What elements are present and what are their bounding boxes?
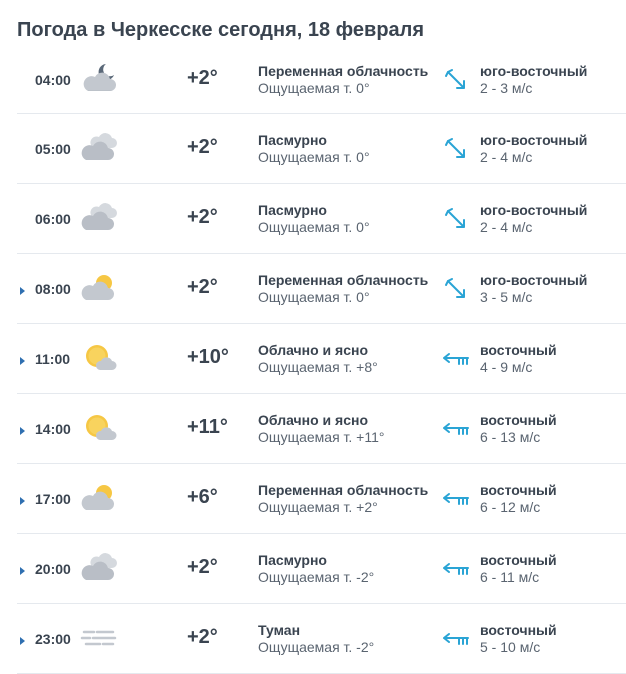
forecast-row (17, 45, 626, 114)
condition-label: Пасмурно (258, 552, 327, 568)
condition-label: Пасмурно (258, 202, 327, 218)
expand-arrow-icon[interactable] (20, 497, 25, 505)
temperature: +2° (187, 626, 218, 648)
wind-southeast-icon (442, 206, 470, 234)
wind-speed-label: 5 - 10 м/с (480, 639, 541, 655)
feels-like-label: Ощущаемая т. -2° (258, 639, 375, 655)
overcast-icon (80, 130, 118, 164)
temperature: +6° (187, 486, 218, 508)
forecast-row (17, 114, 626, 184)
wind-direction-label: юго-восточный (480, 272, 588, 288)
feels-like-label: Ощущаемая т. 0° (258, 149, 370, 165)
wind-speed-label: 3 - 5 м/с (480, 289, 533, 305)
temperature: +2° (187, 136, 218, 158)
wind-southeast-icon (442, 276, 470, 304)
time-label: 04:00 (35, 72, 71, 88)
temperature: +2° (187, 67, 218, 89)
temperature: +11° (187, 416, 228, 438)
forecast-row[interactable] (17, 464, 626, 534)
feels-like-label: Ощущаемая т. +2° (258, 499, 378, 515)
feels-like-label: Ощущаемая т. 0° (258, 219, 370, 235)
wind-speed-label: 2 - 4 м/с (480, 219, 533, 235)
wind-direction-label: восточный (480, 622, 557, 638)
wind-east-icon (442, 416, 470, 444)
feels-like-label: Ощущаемая т. +11° (258, 429, 385, 445)
expand-arrow-icon[interactable] (20, 357, 25, 365)
time-label: 08:00 (35, 281, 71, 297)
time-label: 05:00 (35, 141, 71, 157)
overcast-icon (80, 550, 118, 584)
forecast-row[interactable] (17, 534, 626, 604)
feels-like-label: Ощущаемая т. -2° (258, 569, 375, 585)
condition-label: Переменная облачность (258, 272, 429, 288)
cloudy-sun-icon (80, 480, 118, 514)
condition-label: Облачно и ясно (258, 412, 369, 428)
sun-cloud-icon (80, 340, 118, 374)
condition-label: Переменная облачность (258, 482, 429, 498)
wind-east-icon (442, 346, 470, 374)
wind-southeast-icon (442, 136, 470, 164)
time-label: 23:00 (35, 631, 71, 647)
time-label: 14:00 (35, 421, 71, 437)
wind-speed-label: 6 - 12 м/с (480, 499, 541, 515)
temperature: +2° (187, 206, 218, 228)
wind-east-icon (442, 556, 470, 584)
sun-cloud-icon (80, 410, 118, 444)
hourly-forecast-list (17, 45, 626, 674)
feels-like-label: Ощущаемая т. 0° (258, 80, 370, 96)
temperature: +2° (187, 556, 218, 578)
expand-arrow-icon[interactable] (20, 567, 25, 575)
expand-arrow-icon[interactable] (20, 637, 25, 645)
expand-arrow-icon[interactable] (20, 427, 25, 435)
wind-east-icon (442, 486, 470, 514)
wind-direction-label: восточный (480, 552, 557, 568)
wind-direction-label: юго-восточный (480, 63, 588, 79)
condition-label: Переменная облачность (258, 63, 429, 79)
cloudy-sun-icon (80, 270, 118, 304)
forecast-row (17, 184, 626, 254)
cloudy-moon-icon (80, 61, 118, 95)
forecast-row[interactable] (17, 254, 626, 324)
feels-like-label: Ощущаемая т. +8° (258, 359, 378, 375)
wind-east-icon (442, 626, 470, 654)
wind-direction-label: восточный (480, 412, 557, 428)
overcast-icon (80, 200, 118, 234)
condition-label: Туман (258, 622, 301, 638)
expand-arrow-icon[interactable] (20, 287, 25, 295)
temperature: +2° (187, 276, 218, 298)
wind-speed-label: 6 - 13 м/с (480, 429, 541, 445)
wind-speed-label: 6 - 11 м/с (480, 569, 540, 585)
wind-direction-label: юго-восточный (480, 202, 588, 218)
wind-direction-label: восточный (480, 342, 557, 358)
temperature: +10° (187, 346, 229, 368)
wind-direction-label: юго-восточный (480, 132, 588, 148)
condition-label: Пасмурно (258, 132, 327, 148)
time-label: 17:00 (35, 491, 71, 507)
forecast-row[interactable] (17, 604, 626, 674)
forecast-row[interactable] (17, 394, 626, 464)
time-label: 11:00 (35, 351, 71, 367)
forecast-row[interactable] (17, 324, 626, 394)
feels-like-label: Ощущаемая т. 0° (258, 289, 370, 305)
time-label: 06:00 (35, 211, 71, 227)
page-title: Погода в Черкесске сегодня, 18 февраля (17, 19, 425, 41)
condition-label: Облачно и ясно (258, 342, 369, 358)
wind-speed-label: 2 - 3 м/с (480, 80, 533, 96)
wind-speed-label: 2 - 4 м/с (480, 149, 533, 165)
wind-southeast-icon (442, 67, 470, 95)
time-label: 20:00 (35, 561, 71, 577)
wind-speed-label: 4 - 9 м/с (480, 359, 533, 375)
wind-direction-label: восточный (480, 482, 557, 498)
fog-icon (80, 620, 118, 654)
